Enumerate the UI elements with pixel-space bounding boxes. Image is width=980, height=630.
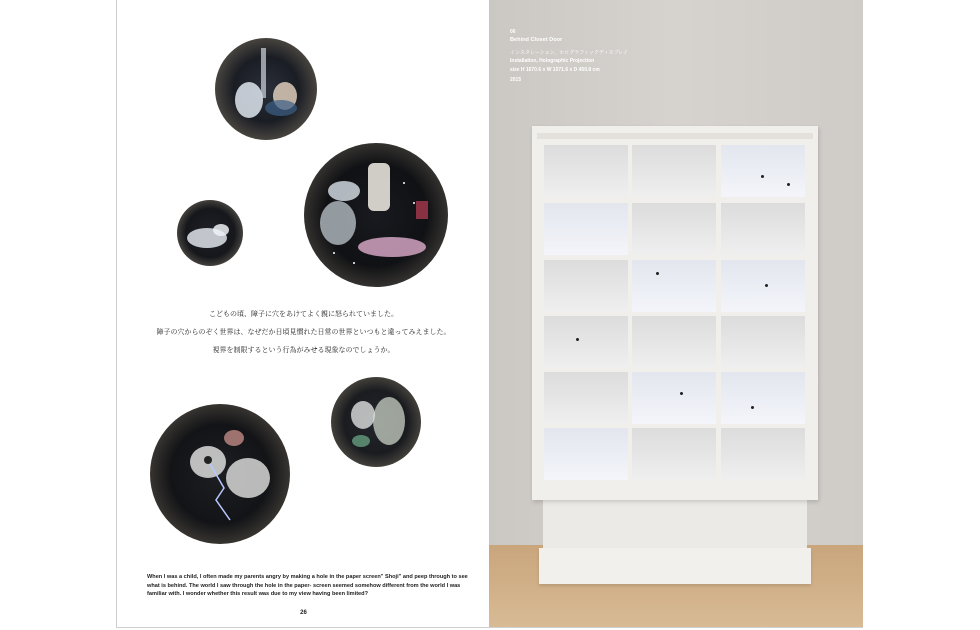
- page-number: 26: [300, 610, 307, 616]
- artwork-title: Behind Closet Door: [510, 37, 563, 43]
- projected-dot: [751, 406, 754, 409]
- shelf-compartment: [721, 145, 805, 197]
- left-page: [116, 0, 489, 628]
- artwork-medium-en: Installation, Holographic Projection: [510, 58, 595, 64]
- shelf-compartment: [721, 203, 805, 255]
- shelf-compartment: [544, 145, 628, 197]
- shelf-compartment: [544, 428, 628, 480]
- artwork-number: 06: [510, 29, 516, 35]
- projected-dot: [765, 284, 768, 287]
- shelf-compartment: [632, 316, 716, 368]
- figure-illustration: [177, 200, 243, 266]
- shelf-compartment: [544, 316, 628, 368]
- artwork-year: 2015: [510, 77, 522, 83]
- projected-dot: [576, 338, 579, 341]
- projected-dot: [787, 183, 790, 186]
- shelf-compartment: [721, 260, 805, 312]
- image-circle-3: [177, 200, 243, 266]
- figure-illustration: [215, 38, 317, 140]
- shelf-compartment: [632, 145, 716, 197]
- image-circle-1: [215, 38, 317, 140]
- shelf-compartment: [721, 316, 805, 368]
- shelf-compartment: [632, 260, 716, 312]
- image-circle-5: [150, 404, 290, 544]
- plinth: [539, 548, 811, 584]
- jp-line-1: こどもの頃、障子に穴をあけてよく親に怒られていました。: [209, 310, 398, 318]
- artwork-medium-jp: インスタレーション，ホログラフィックディスプレイ: [510, 50, 629, 56]
- shelf-compartment: [632, 372, 716, 424]
- projected-dot: [680, 392, 683, 395]
- projected-dot: [761, 175, 764, 178]
- shelf-compartment: [632, 428, 716, 480]
- english-paragraph: When I was a child, I often made my parents angry by making a hole in the paper screen" Shoji" and peep through to see what is behind. The world I saw through the hole in the paper- screen seemed somehow different from the world I was familiar with. I wonder whether this result was due to my view having been limited?: [147, 574, 468, 597]
- shelf-compartment: [544, 372, 628, 424]
- shelf-compartment: [544, 203, 628, 255]
- shelf-compartment: [721, 428, 805, 480]
- image-circle-2: [304, 143, 448, 287]
- shelf-base: [543, 500, 807, 548]
- artwork-size: size H 1670.6 x W 1071.6 x D 450.8 cm: [510, 67, 600, 73]
- shelf-top-rail: [537, 133, 813, 139]
- shelf-compartment: [544, 260, 628, 312]
- jp-line-2: 障子の穴からのぞく世界は、なぜだか日頃見慣れた日常の世界といつもと違ってみえました。: [156, 328, 451, 336]
- image-circle-4: [331, 377, 421, 467]
- figure-illustration: [304, 143, 448, 287]
- figure-illustration: [150, 404, 290, 544]
- projected-dot: [656, 272, 659, 275]
- figure-illustration: [331, 377, 421, 467]
- shelf-compartment: [721, 372, 805, 424]
- shelf-compartment: [632, 203, 716, 255]
- jp-line-3: 視界を制限するという行為がみせる現象なのでしょうか。: [212, 346, 395, 354]
- right-page: [489, 0, 863, 628]
